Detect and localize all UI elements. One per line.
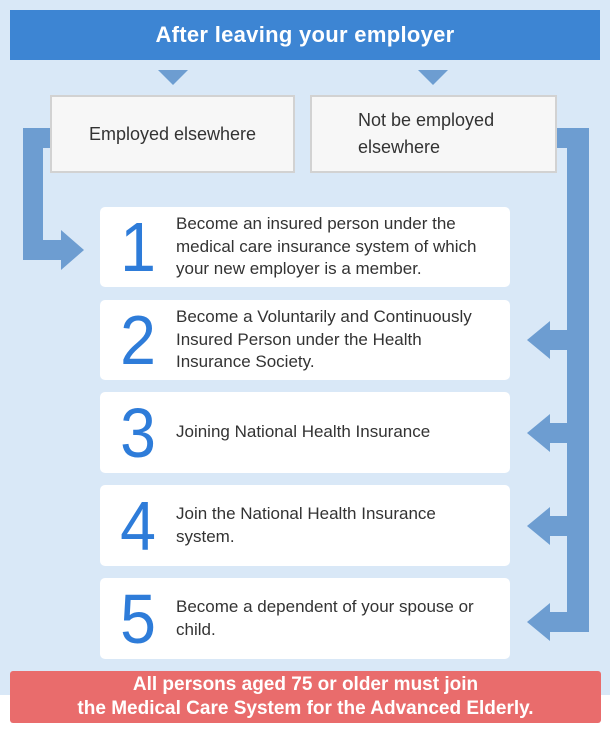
branch-box-employed <box>50 95 295 173</box>
arrow-down-icon <box>158 70 188 85</box>
arrow-left-icon <box>527 321 550 359</box>
step-text: Joining National Health Insurance <box>176 422 431 442</box>
arrow-down-icon <box>418 70 448 85</box>
connector-segment <box>23 240 62 260</box>
page-title: After leaving your employer <box>155 22 455 47</box>
arrow-left-icon <box>527 414 550 452</box>
branch-label: Not be employed elsewhere <box>358 110 495 157</box>
branch-box-not-employed <box>310 95 557 173</box>
arrow-left-icon <box>527 507 550 545</box>
header-banner <box>10 10 600 60</box>
step-box-1 <box>100 207 510 287</box>
branch-label: Employed elsewhere <box>88 123 257 144</box>
step-text: Join the National Health Insurance system. <box>176 503 436 546</box>
notice-line-1: All persons aged 75 or older must join <box>132 673 479 695</box>
step-text: Become a Voluntarily and Continuously Insured Person under the Health Insurance Society. <box>176 307 472 372</box>
step-number: 1 <box>120 208 156 286</box>
step-text: Become a dependent of your spouse or child. <box>176 596 474 639</box>
arrow-right-icon <box>61 230 84 270</box>
connector-segment <box>550 516 567 536</box>
connector-segment <box>550 423 567 443</box>
arrow-left-icon <box>527 603 550 641</box>
notice-banner <box>10 671 601 723</box>
step-number: 5 <box>120 579 156 658</box>
step-box-4 <box>100 485 510 566</box>
step-text: Become an insured person under the medical care insurance system of which your new employer is a member. <box>176 214 477 279</box>
step-number: 2 <box>120 301 156 379</box>
step-number: 3 <box>120 393 156 472</box>
connector-segment <box>567 128 589 632</box>
step-number: 4 <box>120 486 156 565</box>
notice-line-2: the Medical Care System for the Advanced Elderly. <box>77 698 534 719</box>
step-box-5 <box>100 578 510 659</box>
step-box-3 <box>100 392 510 473</box>
connector-segment <box>550 330 567 350</box>
connector-segment <box>550 612 589 632</box>
step-box-2 <box>100 300 510 380</box>
